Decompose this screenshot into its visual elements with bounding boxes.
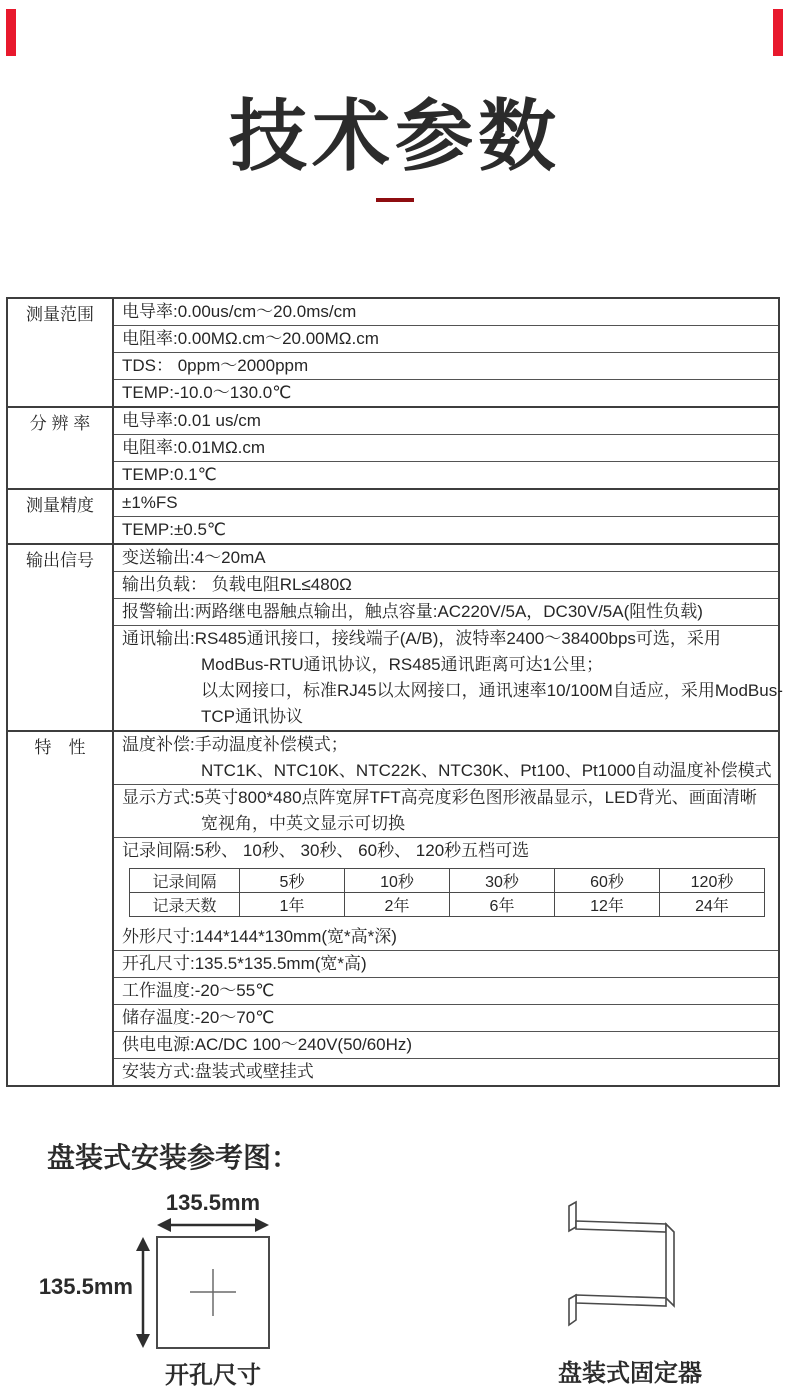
mounting-heading: 盘装式安装参考图： bbox=[47, 1142, 300, 1173]
record-interval-table bbox=[129, 868, 765, 917]
spec-row: 报警输出:两路继电器触点输出，触点容量:AC220V/5A，DC30V/5A(阻性负载) bbox=[114, 598, 778, 625]
section-label: 测量精度 bbox=[8, 490, 114, 543]
section-features bbox=[8, 730, 778, 1085]
section-accuracy bbox=[8, 488, 778, 543]
title-underline-dash bbox=[376, 198, 414, 202]
spec-row: 工作温度:-20～55℃ bbox=[114, 977, 778, 1004]
panel-fixer-drawing bbox=[555, 1198, 695, 1333]
fixer-bottom-tab bbox=[569, 1295, 576, 1325]
spec-row: TEMP:0.1℃ bbox=[114, 461, 778, 488]
spec-row: 输出负载： 负载电阻RL≤480Ω bbox=[114, 571, 778, 598]
spec-row: ±1%FS bbox=[122, 493, 178, 512]
fixer-top-arm bbox=[576, 1221, 666, 1232]
red-accent-bar-right bbox=[773, 9, 783, 56]
spec-row: 开孔尺寸:135.5*135.5mm(宽*高) bbox=[114, 950, 778, 977]
section-label: 特 性 bbox=[8, 732, 114, 1085]
section-label: 分 辨 率 bbox=[8, 408, 114, 488]
section-resolution bbox=[8, 406, 778, 488]
spec-row: 变送输出:4～20mA bbox=[122, 548, 266, 567]
crosshair-mark bbox=[190, 1269, 236, 1316]
fixer-top-tab bbox=[569, 1202, 576, 1231]
red-accent-bar-left bbox=[6, 9, 16, 56]
spec-row-temp-comp: 温度补偿:手动温度补偿模式； NTC1K、NTC10K、NTC22K、NTC30K、Pt100、Pt1000自动温度补偿模式 bbox=[122, 735, 772, 780]
spec-row: TEMP:±0.5℃ bbox=[114, 516, 778, 543]
spec-row: TEMP:-10.0～130.0℃ bbox=[114, 379, 778, 406]
table-row: 记录天数 1年 2年 6年 12年 24年 bbox=[130, 893, 765, 917]
page-title: 技术参数 bbox=[228, 92, 561, 180]
spec-row: 安装方式:盘装式或壁挂式 bbox=[114, 1058, 778, 1085]
cutout-caption: 开孔尺寸 bbox=[165, 1362, 261, 1389]
section-label: 输出信号 bbox=[8, 545, 114, 730]
spec-row: 供电电源:AC/DC 100～240V(50/60Hz) bbox=[114, 1031, 778, 1058]
spec-row-display: 显示方式:5英寸800*480点阵宽屏TFT高亮度彩色图形液晶显示，LED背光、画面清晰 宽视角，中英文显示可切换 bbox=[114, 784, 778, 837]
spec-row: TDS： 0ppm～2000ppm bbox=[114, 352, 778, 379]
spec-row: 电导率:0.00us/cm～20.0ms/cm bbox=[122, 302, 357, 321]
spec-row: 电导率:0.01 us/cm bbox=[122, 411, 261, 430]
cutout-diagram bbox=[128, 1208, 288, 1358]
fixer-bottom-arm bbox=[576, 1295, 666, 1306]
spec-row: 电阻率:0.01MΩ.cm bbox=[114, 434, 778, 461]
section-measure-range bbox=[8, 299, 778, 406]
cutout-height-label: 135.5mm bbox=[38, 1274, 133, 1299]
spec-row-outline-size: 外形尺寸:144*144*130mm(宽*高*深) bbox=[122, 927, 397, 946]
section-label: 测量范围 bbox=[8, 299, 114, 406]
spec-row: 电阻率:0.00MΩ.cm～20.00MΩ.cm bbox=[114, 325, 778, 352]
cutout-width-label: 135.5mm bbox=[165, 1190, 261, 1215]
table-row: 记录间隔 5秒 10秒 30秒 60秒 120秒 bbox=[130, 869, 765, 893]
spec-row-record-interval: 记录间隔:5秒、 10秒、 30秒、 60秒、 120秒五档可选 记录间隔 5秒 10秒 30秒 60秒 120秒 记录天数 1年 2年 6年 12年 24年 bbox=[114, 837, 778, 917]
height-dimension-arrow bbox=[136, 1237, 150, 1348]
spec-row: 储存温度:-20～70℃ bbox=[114, 1004, 778, 1031]
spec-table bbox=[6, 297, 783, 1087]
section-output-signal bbox=[8, 543, 783, 730]
fixer-caption: 盘装式固定器 bbox=[558, 1360, 702, 1387]
fixer-right-column bbox=[666, 1224, 674, 1306]
spec-row-comm-output: 通讯输出:RS485通讯接口，接线端子(A/B)，波特率2400～38400bps可选，采用 ModBus-RTU通讯协议，RS485通讯距离可达1公里； 以太网接口，标准RJ45以太网接口，通讯速率10/100M自适应，采用ModBus- TCP通讯协议 bbox=[114, 625, 778, 730]
width-dimension-arrow bbox=[157, 1218, 269, 1232]
